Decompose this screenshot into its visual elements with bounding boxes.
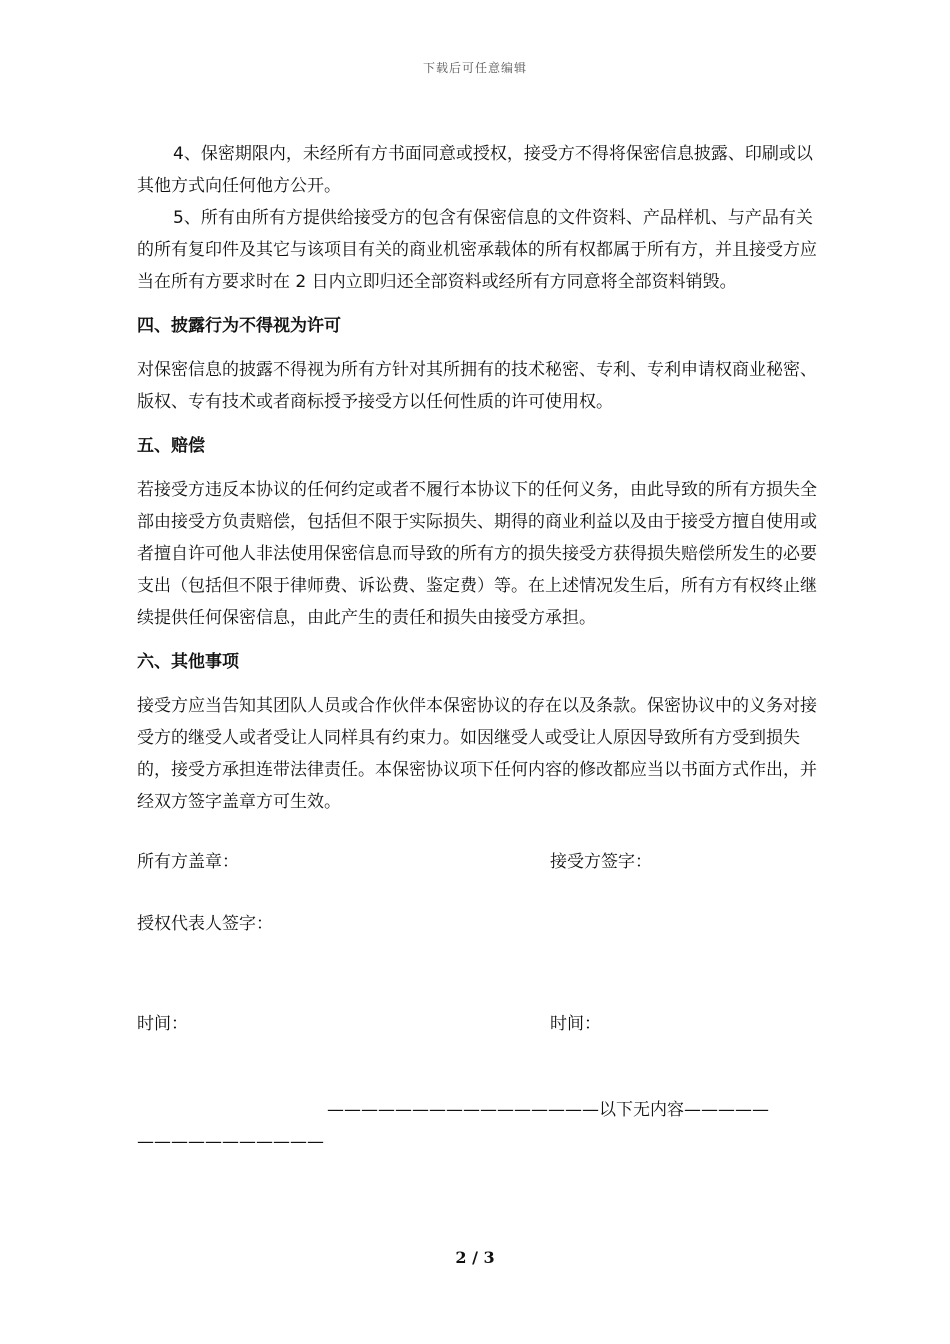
document-body: [137, 138, 822, 1158]
page-header: 下载后可任意编辑: [422, 61, 527, 75]
signature-row-1: [137, 846, 822, 878]
section-heading-license: 四、披露行为不得视为许可: [137, 316, 341, 336]
section-heading-compensation: 五、赔偿: [137, 436, 205, 456]
clause-4-paragraph: 4、保密期限内，未经所有方书面同意或授权，接受方不得将保密信息披露、印刷或以其他方式向任何他方公开。: [137, 144, 813, 196]
section-body-license: 对保密信息的披露不得视为所有方针对其所拥有的技术秘密、专利、专利申请权商业秘密、版权、专有技术或者商标授予接受方以任何性质的许可使用权。: [137, 360, 817, 412]
section-body-compensation: 若接受方违反本协议的任何约定或者不履行本协议下的任何义务，由此导致的所有方损失全部由接受方负责赔偿，包括但不限于实际损失、期得的商业利益以及由于接受方擅自使用或者擅自许可他人非法使用保密信息而导致的所有方的损失接受方获得损失赔偿所发生的必要支出（包括但不限于律师费、诉讼费、鉴定费）等。在上述情况发生后，所有方有权终止继续提供任何保密信息，由此产生的责任和损失由接受方承担。: [137, 480, 817, 628]
end-marker-line-1: ————————————————以下无内容—————: [327, 1100, 769, 1120]
time-right-label: 时间：: [550, 1014, 601, 1034]
clause-5-paragraph: 5、所有由所有方提供给接受方的包含有保密信息的文件资料、产品样机、与产品有关的所有复印件及其它与该项目有关的商业机密承载体的所有权都属于所有方，并且接受方应当在所有方要求时在 2 日内立即归还全部资料或经所有方同意将全部资料销毁。: [137, 208, 817, 292]
section-heading-other: 六、其他事项: [137, 652, 239, 672]
end-marker-line-2: ———————————: [137, 1132, 324, 1152]
owner-seal-label: 所有方盖章：: [137, 852, 239, 872]
receiver-sign-label: 接受方签字：: [550, 852, 652, 872]
time-left-label: 时间：: [137, 1014, 188, 1034]
section-body-other: 接受方应当告知其团队人员或合作伙伴本保密协议的存在以及条款。保密协议中的义务对接受方的继受人或者受让人同样具有约束力。如因继受人或受让人原因导致所有方受到损失的，接受方承担连带法律责任。本保密协议项下任何内容的修改都应当以书面方式作出，并经双方签字盖章方可生效。: [137, 696, 817, 812]
page-number: 2 / 3: [455, 1248, 495, 1267]
signature-row-2: [137, 908, 822, 940]
time-row: [137, 1008, 822, 1040]
authorized-rep-label: 授权代表人签字：: [137, 914, 273, 934]
